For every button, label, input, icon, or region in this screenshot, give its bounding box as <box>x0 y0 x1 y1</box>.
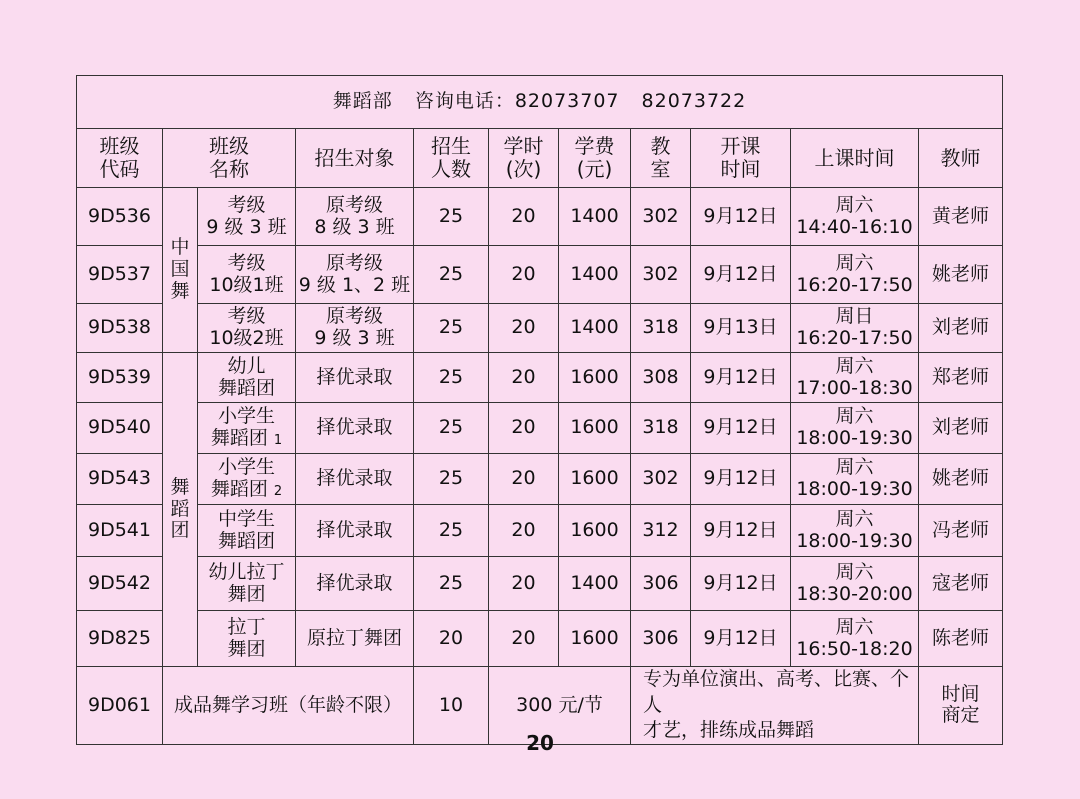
class-schedule: 周六 16:20-17:50 <box>791 246 919 304</box>
class-name: 中学生 舞蹈团 <box>198 505 296 557</box>
header-schedule: 上课时间 <box>791 129 919 188</box>
class-code: 9D536 <box>77 188 163 246</box>
classroom: 306 <box>631 557 691 611</box>
class-schedule-table <box>76 75 1003 745</box>
page-number: 20 <box>526 731 554 755</box>
table-title <box>77 76 1003 129</box>
enroll-target: 原考级 9 级 3 班 <box>296 304 414 353</box>
class-hours: 20 <box>489 188 559 246</box>
start-date: 9月12日 <box>691 611 791 667</box>
department-name: 舞蹈部 <box>332 90 393 113</box>
class-name: 考级 10级1班 <box>198 246 296 304</box>
class-schedule: 周六 18:00-19:30 <box>791 454 919 505</box>
teacher: 陈老师 <box>919 611 1003 667</box>
class-name: 考级 10级2班 <box>198 304 296 353</box>
teacher: 时间 商定 <box>919 667 1003 745</box>
class-code: 9D541 <box>77 505 163 557</box>
header-count: 招生 人数 <box>414 129 489 188</box>
class-schedule: 周六 17:00-18:30 <box>791 353 919 403</box>
enroll-count: 25 <box>414 505 489 557</box>
tuition-fee: 300 元/节 <box>489 667 631 745</box>
class-code: 9D061 <box>77 667 163 745</box>
group-label-chinese-dance: 中 国 舞 <box>163 188 198 353</box>
teacher: 姚老师 <box>919 246 1003 304</box>
enroll-target: 择优录取 <box>296 403 414 454</box>
table-row <box>77 454 1003 505</box>
classroom: 302 <box>631 246 691 304</box>
class-hours: 20 <box>489 454 559 505</box>
class-name: 拉丁 舞团 <box>198 611 296 667</box>
tuition-fee: 1400 <box>559 557 631 611</box>
class-hours: 20 <box>489 246 559 304</box>
tuition-fee: 1600 <box>559 454 631 505</box>
start-date: 9月13日 <box>691 304 791 353</box>
enroll-target: 原考级 9 级 1、2 班 <box>296 246 414 304</box>
tuition-fee: 1600 <box>559 505 631 557</box>
class-hours: 20 <box>489 403 559 454</box>
teacher: 郑老师 <box>919 353 1003 403</box>
enroll-target: 择优录取 <box>296 454 414 505</box>
header-start-date: 开课 时间 <box>691 129 791 188</box>
teacher: 冯老师 <box>919 505 1003 557</box>
header-hours: 学时 (次) <box>489 129 559 188</box>
class-schedule: 周六 18:00-19:30 <box>791 403 919 454</box>
class-name: 成品舞学习班（年龄不限） <box>163 667 414 745</box>
teacher: 黄老师 <box>919 188 1003 246</box>
enroll-count: 25 <box>414 557 489 611</box>
header-row <box>77 129 1003 188</box>
class-code: 9D539 <box>77 353 163 403</box>
class-hours: 20 <box>489 557 559 611</box>
class-code: 9D825 <box>77 611 163 667</box>
start-date: 9月12日 <box>691 188 791 246</box>
enroll-count: 25 <box>414 403 489 454</box>
classroom: 302 <box>631 188 691 246</box>
tuition-fee: 1600 <box>559 353 631 403</box>
tuition-fee: 1400 <box>559 188 631 246</box>
class-hours: 20 <box>489 304 559 353</box>
start-date: 9月12日 <box>691 353 791 403</box>
classroom: 308 <box>631 353 691 403</box>
enroll-count: 20 <box>414 611 489 667</box>
class-schedule: 周六 16:50-18:20 <box>791 611 919 667</box>
classroom: 318 <box>631 304 691 353</box>
class-schedule: 周六 14:40-16:10 <box>791 188 919 246</box>
enroll-count: 25 <box>414 246 489 304</box>
header-target: 招生对象 <box>296 129 414 188</box>
class-code: 9D543 <box>77 454 163 505</box>
table-row <box>77 505 1003 557</box>
tuition-fee: 1400 <box>559 304 631 353</box>
phone-number-2: 82073722 <box>641 90 747 113</box>
classroom: 302 <box>631 454 691 505</box>
header-class-name: 班级 名称 <box>163 129 296 188</box>
classroom: 312 <box>631 505 691 557</box>
table-row <box>77 353 1003 403</box>
enroll-target: 择优录取 <box>296 505 414 557</box>
class-code: 9D538 <box>77 304 163 353</box>
enroll-count: 25 <box>414 454 489 505</box>
enroll-count: 10 <box>414 667 489 745</box>
teacher: 刘老师 <box>919 403 1003 454</box>
table-row <box>77 557 1003 611</box>
header-class-code: 班级 代码 <box>77 129 163 188</box>
enroll-target: 择优录取 <box>296 353 414 403</box>
enroll-count: 25 <box>414 353 489 403</box>
enroll-count: 25 <box>414 304 489 353</box>
start-date: 9月12日 <box>691 557 791 611</box>
class-schedule: 周六 18:00-19:30 <box>791 505 919 557</box>
class-name: 幼儿 舞蹈团 <box>198 353 296 403</box>
tuition-fee: 1600 <box>559 403 631 454</box>
header-teacher: 教师 <box>919 129 1003 188</box>
start-date: 9月12日 <box>691 246 791 304</box>
table-row <box>77 403 1003 454</box>
table-row <box>77 188 1003 246</box>
start-date: 9月12日 <box>691 403 791 454</box>
tuition-fee: 1600 <box>559 611 631 667</box>
table-row <box>77 304 1003 353</box>
table-row <box>77 611 1003 667</box>
class-name: 小学生 舞蹈团 1 <box>198 403 296 454</box>
class-schedule: 周六 18:30-20:00 <box>791 557 919 611</box>
enroll-target: 原拉丁舞团 <box>296 611 414 667</box>
class-name: 考级 9 级 3 班 <box>198 188 296 246</box>
class-code: 9D542 <box>77 557 163 611</box>
enroll-count: 25 <box>414 188 489 246</box>
class-code: 9D537 <box>77 246 163 304</box>
class-name: 小学生 舞蹈团 2 <box>198 454 296 505</box>
tuition-fee: 1400 <box>559 246 631 304</box>
enroll-target: 原考级 8 级 3 班 <box>296 188 414 246</box>
classroom: 318 <box>631 403 691 454</box>
class-schedule: 周日 16:20-17:50 <box>791 304 919 353</box>
group-label-dance-troupe: 舞 蹈 团 <box>163 353 198 667</box>
header-fee: 学费 (元) <box>559 129 631 188</box>
teacher: 寇老师 <box>919 557 1003 611</box>
enroll-target: 择优录取 <box>296 557 414 611</box>
teacher: 刘老师 <box>919 304 1003 353</box>
classroom: 306 <box>631 611 691 667</box>
class-hours: 20 <box>489 353 559 403</box>
phone-label: 咨询电话：82073707 <box>414 90 620 113</box>
class-name: 幼儿拉丁 舞团 <box>198 557 296 611</box>
class-description: 专为单位演出、高考、比赛、个人 才艺，排练成品舞蹈 <box>631 667 919 745</box>
table-row <box>77 246 1003 304</box>
teacher: 姚老师 <box>919 454 1003 505</box>
class-hours: 20 <box>489 505 559 557</box>
start-date: 9月12日 <box>691 454 791 505</box>
class-code: 9D540 <box>77 403 163 454</box>
start-date: 9月12日 <box>691 505 791 557</box>
class-hours: 20 <box>489 611 559 667</box>
header-room: 教 室 <box>631 129 691 188</box>
